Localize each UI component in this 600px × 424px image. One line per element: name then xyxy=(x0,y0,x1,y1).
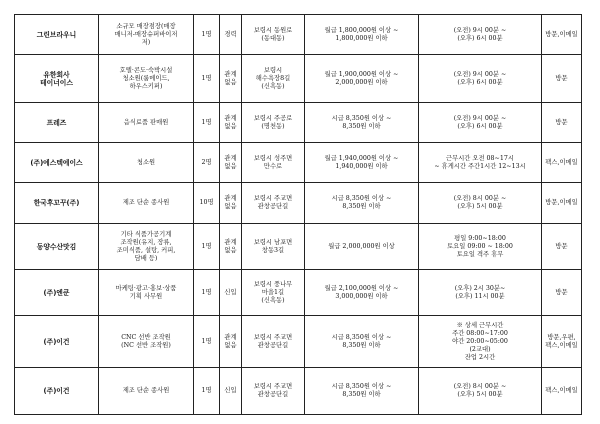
work-hours-line: (오전) 9시 00분 ~ xyxy=(453,114,507,122)
job-title-cell xyxy=(99,224,194,270)
experience-line: 없음 xyxy=(224,122,237,130)
hire-count-cell xyxy=(194,15,220,55)
experience-line: 없음 xyxy=(224,246,237,254)
work-location-line: 관창공단길 xyxy=(257,391,289,398)
apply-method-line: 방문,이메일 xyxy=(545,30,578,38)
company-name-cell xyxy=(15,15,99,55)
company-name-cell xyxy=(15,55,99,103)
apply-method-line: 방문,우편, xyxy=(547,333,576,341)
wage-line: 시급 8,350원 이상 ~ xyxy=(331,195,392,202)
job-title-line: 저) xyxy=(141,38,151,46)
work-hours-line: (오전) 8시 00분 ~ xyxy=(453,383,507,390)
work-location-line: 창동3길 xyxy=(261,246,285,254)
work-location-line: (신흑동) xyxy=(261,82,285,90)
apply-method-line: 방문 xyxy=(555,288,568,296)
experience-line: 관계 xyxy=(224,195,237,202)
work-hours-line: (오전) 9시 00분 ~ xyxy=(453,70,507,78)
company-name-cell xyxy=(15,143,99,183)
experience-line: 없음 xyxy=(224,162,237,170)
work-location-line: 관창공단길 xyxy=(257,341,289,349)
work-hours-line: (오후) 2시 30분~ xyxy=(454,284,506,292)
apply-method-line: 팩스,이메일 xyxy=(545,341,578,349)
work-location-cell xyxy=(242,55,305,103)
company-name-cell xyxy=(15,103,99,143)
experience-cell xyxy=(220,15,242,55)
experience-line: 없음 xyxy=(224,341,237,349)
hire-count-line: 1명 xyxy=(201,288,212,296)
wage-line: 월급 1,940,000원 이상 ~ xyxy=(324,154,399,162)
job-title-line: 호텔·콘도·숙박시설 xyxy=(119,66,173,74)
wage-line: 시급 8,350원 이상 ~ xyxy=(331,333,392,341)
experience-cell xyxy=(220,103,242,143)
work-location-line: 보령시 xyxy=(263,66,283,74)
work-location-cell xyxy=(242,103,305,143)
apply-method-cell xyxy=(542,224,582,270)
apply-method-line: 방문 xyxy=(555,74,568,82)
apply-method-cell xyxy=(542,55,582,103)
work-hours-line: ※ 상세 근무시간 xyxy=(456,321,504,329)
work-hours-line: 토요일 격주 휴무 xyxy=(456,250,504,258)
experience-cell xyxy=(220,183,242,224)
wage-cell xyxy=(305,316,419,368)
company-name-cell xyxy=(15,316,99,368)
wage-cell xyxy=(305,143,419,183)
job-title-line: 청소원 xyxy=(136,158,156,166)
work-location-line: 만수로 xyxy=(263,162,283,170)
hire-count-line: 1명 xyxy=(201,30,212,38)
work-hours-line: (오전) 9시 00분 ~ xyxy=(453,26,507,34)
wage-cell xyxy=(305,368,419,415)
company-name-line: 동양수산맛김 xyxy=(36,242,77,251)
work-hours-line: (오후) 6시 00분 xyxy=(457,78,503,86)
job-title-line: 제조 단순 종사원 xyxy=(122,387,170,394)
wage-line: 8,350원 이하 xyxy=(342,391,381,398)
experience-cell xyxy=(220,55,242,103)
apply-method-cell xyxy=(542,143,582,183)
wage-line: 시급 8,350원 이상 ~ xyxy=(331,383,392,390)
wage-line: 시급 8,350원 이상 ~ xyxy=(331,114,392,122)
job-title-cell xyxy=(99,270,194,316)
experience-line: 신입 xyxy=(224,288,237,296)
wage-cell xyxy=(305,224,419,270)
work-location-cell xyxy=(242,15,305,55)
wage-cell xyxy=(305,15,419,55)
company-name-line: 그린브라우니 xyxy=(36,30,77,39)
hire-count-line: 1명 xyxy=(201,118,212,126)
wage-line: 월급 1,900,000원 이상 ~ xyxy=(324,70,399,78)
experience-line: 신입 xyxy=(224,387,237,394)
company-name-cell xyxy=(15,368,99,415)
job-title-line: 제조 단순 종사원 xyxy=(122,199,170,206)
hire-count-cell xyxy=(194,55,220,103)
table-row xyxy=(15,224,582,270)
hire-count-line: 1명 xyxy=(201,74,212,82)
wage-cell xyxy=(305,55,419,103)
job-listing-table xyxy=(14,14,582,415)
job-title-line: (NC 선반 조작원) xyxy=(121,341,171,349)
job-title-cell xyxy=(99,316,194,368)
wage-line: 8,350원 이하 xyxy=(342,341,381,349)
job-title-line: 조미식품, 설탕, 커피, xyxy=(116,246,176,254)
table-row xyxy=(15,316,582,368)
experience-line: 관계 xyxy=(224,114,237,122)
work-location-line: (신흑동) xyxy=(261,296,285,304)
company-name-cell xyxy=(15,224,99,270)
work-location-line: 관창공단길 xyxy=(257,203,289,210)
job-title-line: 조작원(유지, 장류, xyxy=(120,238,172,246)
work-hours-line: ~ 휴게시간 주간1시간 12~13시 xyxy=(434,162,526,170)
hire-count-cell xyxy=(194,103,220,143)
table-row xyxy=(15,15,582,55)
company-name-line: (주)이건 xyxy=(43,387,70,395)
wage-line: 1,940,000원 이하 xyxy=(335,162,388,170)
work-hours-line: (오전) 8시 00분 ~ xyxy=(453,195,507,202)
hire-count-line: 1명 xyxy=(201,387,212,394)
company-name-line: (주)이건 xyxy=(43,337,70,346)
work-hours-line: 토요일 09:00 ~ 18:00 xyxy=(447,242,513,250)
wage-line: 2,000,000원 이하 xyxy=(335,78,388,86)
work-location-line: 보령시 남포면 xyxy=(253,238,293,246)
table-row xyxy=(15,55,582,103)
table-row xyxy=(15,143,582,183)
job-title-cell xyxy=(99,183,194,224)
job-title-line: 하우스키퍼) xyxy=(129,82,163,90)
hire-count-cell xyxy=(194,224,220,270)
work-location-cell xyxy=(242,270,305,316)
job-title-line: 소규모 매장점장(매장 xyxy=(116,22,176,30)
work-location-line: 해수욕장8길 xyxy=(255,74,291,82)
apply-method-cell xyxy=(542,368,582,415)
job-title-cell xyxy=(99,103,194,143)
work-hours-line: 평일 9:00~18:00 xyxy=(454,234,506,242)
experience-line: 관계 xyxy=(224,70,237,78)
work-hours-cell xyxy=(419,103,542,143)
job-title-cell xyxy=(99,143,194,183)
job-title-line: 기타 식품가공기계 xyxy=(120,230,172,238)
experience-line: 관계 xyxy=(224,154,237,162)
job-title-cell xyxy=(99,55,194,103)
work-hours-line: 주간 08:00~17:00 xyxy=(452,329,508,337)
apply-method-line: 방문,이메일 xyxy=(545,199,578,206)
job-title-line: 마케팅·광고·홍보·상품 xyxy=(115,284,177,292)
work-location-line: 보령시 주공로 xyxy=(253,114,293,122)
wage-cell xyxy=(305,183,419,224)
work-hours-line: (2교대) xyxy=(469,345,491,353)
job-title-line: CNC 선반 조작원 xyxy=(121,333,171,341)
experience-line: 관계 xyxy=(224,333,237,341)
experience-cell xyxy=(220,368,242,415)
work-location-cell xyxy=(242,316,305,368)
job-title-line: 음식료품 판매원 xyxy=(123,118,169,126)
experience-line: 없음 xyxy=(224,78,237,86)
apply-method-cell xyxy=(542,316,582,368)
experience-cell xyxy=(220,316,242,368)
work-hours-line: 잔업 2시간 xyxy=(464,353,496,361)
work-hours-line: (오후) 6시 00분 xyxy=(457,122,503,130)
experience-cell xyxy=(220,143,242,183)
work-hours-line: (오후) 5시 00분 xyxy=(457,203,503,210)
company-name-line: 유한회사 xyxy=(43,70,70,79)
apply-method-cell xyxy=(542,103,582,143)
work-location-line: 보령시 풍나무 xyxy=(253,280,293,288)
hire-count-cell xyxy=(194,316,220,368)
table-row xyxy=(15,183,582,224)
hire-count-cell xyxy=(194,368,220,415)
work-location-line: (동대동) xyxy=(261,34,285,42)
company-name-line: (주)에스텍에이스 xyxy=(30,158,83,167)
work-hours-cell xyxy=(419,316,542,368)
apply-method-cell xyxy=(542,270,582,316)
experience-cell xyxy=(220,270,242,316)
company-name-line: 테이너이스 xyxy=(40,78,73,87)
company-name-cell xyxy=(15,183,99,224)
company-name-line: (주)엔쿤 xyxy=(43,288,70,297)
apply-method-cell xyxy=(542,183,582,224)
work-location-line: 보령시 주교면 xyxy=(253,195,293,202)
hire-count-line: 1명 xyxy=(201,242,212,250)
apply-method-line: 방문 xyxy=(555,242,568,250)
job-title-line: 청소원(룸메이드, xyxy=(122,74,170,82)
wage-line: 월급 1,800,000원 이상 ~ xyxy=(324,26,399,34)
table-row xyxy=(15,270,582,316)
hire-count-cell xyxy=(194,270,220,316)
work-hours-line: (오후) 11시 00분 xyxy=(455,292,505,300)
wage-line: 3,000,000원 이하 xyxy=(335,292,388,300)
work-hours-line: (오후) 6시 00분 xyxy=(457,34,503,42)
work-location-cell xyxy=(242,224,305,270)
table-row xyxy=(15,368,582,415)
work-location-cell xyxy=(242,368,305,415)
work-location-line: 보령시 주교면 xyxy=(253,383,293,390)
job-title-cell xyxy=(99,368,194,415)
experience-line: 없음 xyxy=(224,203,237,210)
table-row xyxy=(15,103,582,143)
job-title-line: 기획 사무원 xyxy=(129,292,163,300)
work-hours-cell xyxy=(419,270,542,316)
hire-count-cell xyxy=(194,183,220,224)
work-location-cell xyxy=(242,143,305,183)
apply-method-line: 팩스,이메일 xyxy=(545,387,578,394)
work-location-cell xyxy=(242,183,305,224)
work-hours-cell xyxy=(419,143,542,183)
wage-line: 월급 2,100,000원 이상 ~ xyxy=(324,284,399,292)
apply-method-line: 팩스,이메일 xyxy=(545,158,578,166)
apply-method-line: 방문 xyxy=(555,118,568,126)
work-hours-line: (오후) 5시 00분 xyxy=(457,391,503,398)
job-title-line: 담배 등) xyxy=(134,254,158,262)
work-location-line: 마을1길 xyxy=(261,288,285,296)
wage-cell xyxy=(305,103,419,143)
work-hours-line: 야간 20:00~05:00 xyxy=(452,337,508,345)
work-location-line: 보령시 성주면 xyxy=(253,154,293,162)
company-name-cell xyxy=(15,270,99,316)
work-location-line: 보령시 동원로 xyxy=(253,26,293,34)
wage-line: 1,800,000원 이하 xyxy=(335,34,388,42)
work-hours-line: 근무시간 오전 08~17시 xyxy=(446,154,514,162)
wage-line: 8,350원 이하 xyxy=(342,203,381,210)
hire-count-cell xyxy=(194,143,220,183)
apply-method-cell xyxy=(542,15,582,55)
experience-line: 경력 xyxy=(224,30,237,38)
work-location-line: (명천동) xyxy=(261,122,285,130)
work-hours-cell xyxy=(419,224,542,270)
wage-cell xyxy=(305,270,419,316)
work-hours-cell xyxy=(419,183,542,224)
job-title-cell xyxy=(99,15,194,55)
work-hours-cell xyxy=(419,15,542,55)
company-name-line: 한국후꼬꾸(주) xyxy=(33,199,80,207)
experience-cell xyxy=(220,224,242,270)
work-location-line: 보령시 주교면 xyxy=(253,333,293,341)
work-hours-cell xyxy=(419,55,542,103)
hire-count-line: 1명 xyxy=(201,337,212,345)
hire-count-line: 10명 xyxy=(199,199,214,206)
wage-line: 8,350원 이하 xyxy=(342,122,381,130)
job-title-line: 매니저-매장슈퍼바이저 xyxy=(114,30,178,38)
work-hours-cell xyxy=(419,368,542,415)
hire-count-line: 2명 xyxy=(201,158,212,166)
experience-line: 관계 xyxy=(224,238,237,246)
wage-line: 월급 2,000,000원 이상 xyxy=(328,242,395,250)
company-name-line: 프레즈 xyxy=(46,118,67,127)
